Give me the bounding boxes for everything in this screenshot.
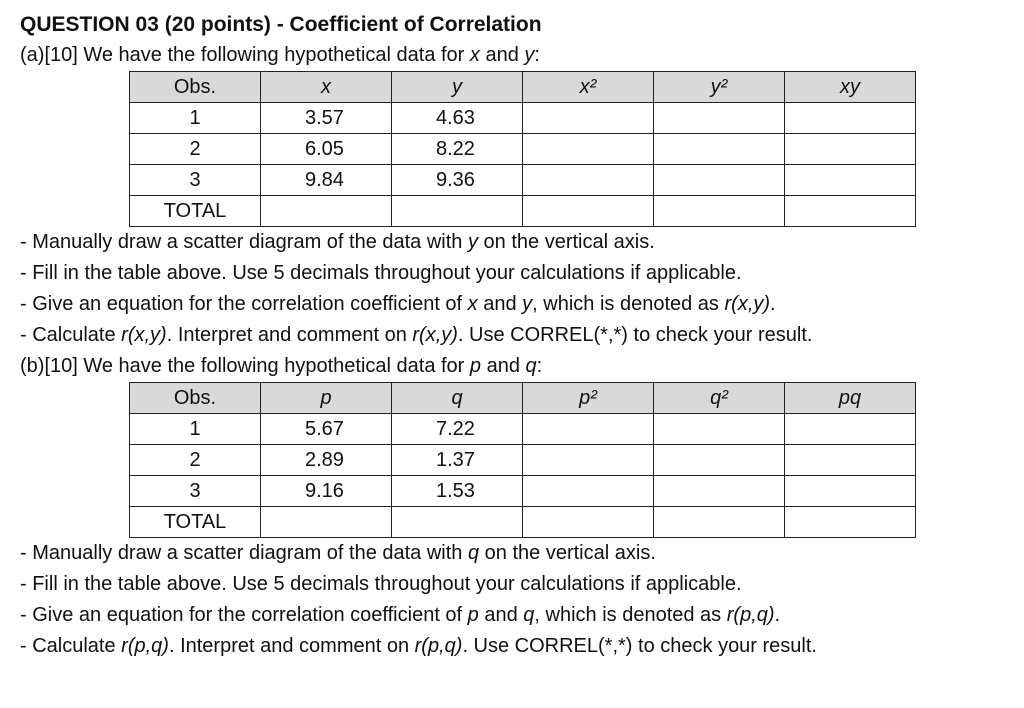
xy-cell	[785, 103, 916, 134]
pq-cell	[785, 414, 916, 445]
part-b-table	[129, 382, 916, 538]
y-squared-cell	[654, 134, 785, 165]
part-a-instruction-2: - Fill in the table above. Use 5 decimals throughout your calculations if applicable.	[20, 262, 742, 284]
obs-cell: 2	[130, 134, 261, 165]
total-cell	[392, 196, 523, 227]
total-cell	[261, 507, 392, 538]
text: .	[770, 293, 776, 315]
p-cell: 9.16	[261, 476, 392, 507]
var: r(x,y)	[724, 293, 771, 315]
p-cell: 5.67	[261, 414, 392, 445]
text: - Calculate	[20, 324, 122, 346]
header-p-squared: p²	[523, 383, 654, 414]
text: , which is denoted as	[532, 293, 725, 315]
q-squared-cell	[654, 414, 785, 445]
total-cell	[785, 196, 916, 227]
part-b-instruction-4	[20, 631, 1010, 662]
p-squared-cell	[523, 414, 654, 445]
total-cell	[392, 507, 523, 538]
x-cell: 3.57	[261, 103, 392, 134]
var: y	[468, 231, 478, 253]
var: r(x,y)	[412, 324, 458, 346]
part-b-instruction-2: - Fill in the table above. Use 5 decimals throughout your calculations if applicable.	[20, 573, 742, 595]
total-label: TOTAL	[130, 507, 261, 538]
header-obs: Obs.	[130, 383, 261, 414]
x-squared-cell	[523, 103, 654, 134]
table-row	[130, 414, 916, 445]
text: and	[477, 293, 523, 315]
var: r(p,q)	[414, 635, 463, 657]
obs-cell: 3	[130, 476, 261, 507]
y-cell: 4.63	[392, 103, 523, 134]
question-document	[20, 10, 1010, 662]
q-cell: 1.53	[392, 476, 523, 507]
text: - Give an equation for the correlation coefficient of	[20, 604, 468, 626]
total-cell	[654, 507, 785, 538]
header-x-squared: x²	[523, 72, 654, 103]
header-y-squared: y²	[654, 72, 785, 103]
total-cell	[523, 196, 654, 227]
var: r(p,q)	[726, 604, 775, 626]
q-squared-cell	[654, 445, 785, 476]
y-cell: 9.36	[392, 165, 523, 196]
part-a-intro-text: (a)[10] We have the following hypothetical data for	[20, 44, 470, 66]
p-cell: 2.89	[261, 445, 392, 476]
total-cell	[261, 196, 392, 227]
y-cell: 8.22	[392, 134, 523, 165]
header-x: x	[261, 72, 392, 103]
part-b-colon: :	[536, 355, 543, 377]
header-q-squared: q²	[654, 383, 785, 414]
p-squared-cell	[523, 445, 654, 476]
var: x	[467, 293, 478, 315]
header-obs: Obs.	[130, 72, 261, 103]
table-row	[130, 476, 916, 507]
text: . Interpret and comment on	[168, 635, 415, 657]
q-cell: 1.37	[392, 445, 523, 476]
part-b-var2: q	[525, 355, 537, 377]
part-a-instruction-1	[20, 227, 1010, 258]
q-cell: 7.22	[392, 414, 523, 445]
text: .	[774, 604, 781, 626]
part-b-instruction-3	[20, 600, 1010, 631]
part-a-var2: y	[524, 44, 535, 66]
part-a-table	[129, 71, 916, 227]
var: r(x,y)	[121, 324, 167, 346]
text: - Give an equation for the correlation coefficient of	[20, 293, 468, 315]
header-xy: xy	[785, 72, 916, 103]
header-q: q	[392, 383, 523, 414]
x-cell: 9.84	[261, 165, 392, 196]
part-a-var1: x	[469, 44, 480, 66]
question-title: QUESTION 03 (20 points) - Coefficient of Correlation	[20, 13, 542, 36]
text: . Use CORREL(*,*) to check your result.	[457, 324, 813, 346]
text: . Use CORREL(*,*) to check your result.	[462, 635, 817, 657]
text: on the vertical axis.	[479, 542, 656, 564]
text: , which is denoted as	[534, 604, 727, 626]
var: p	[467, 604, 479, 626]
part-a-header-row	[130, 72, 916, 103]
header-pq: pq	[785, 383, 916, 414]
xy-cell	[785, 165, 916, 196]
y-squared-cell	[654, 103, 785, 134]
text: - Calculate	[20, 635, 122, 657]
var: r(p,q)	[121, 635, 169, 657]
part-b-var1: p	[469, 355, 482, 377]
total-cell	[785, 507, 916, 538]
header-y: y	[392, 72, 523, 103]
text: and	[478, 604, 524, 626]
pq-cell	[785, 445, 916, 476]
y-squared-cell	[654, 165, 785, 196]
part-b-intro-text: (b)[10] We have the following hypothetical data for	[20, 355, 470, 377]
p-squared-cell	[523, 476, 654, 507]
text: . Interpret and comment on	[166, 324, 413, 346]
q-squared-cell	[654, 476, 785, 507]
obs-cell: 1	[130, 414, 261, 445]
x-squared-cell	[523, 165, 654, 196]
table-row	[130, 165, 916, 196]
total-cell	[523, 507, 654, 538]
total-cell	[654, 196, 785, 227]
pq-cell	[785, 476, 916, 507]
obs-cell: 1	[130, 103, 261, 134]
part-b-header-row	[130, 383, 916, 414]
table-row	[130, 103, 916, 134]
part-a-and: and	[479, 44, 525, 66]
text: on the vertical axis.	[478, 231, 655, 253]
part-a-colon: :	[534, 44, 540, 66]
total-row	[130, 196, 916, 227]
var: q	[468, 542, 480, 564]
x-cell: 6.05	[261, 134, 392, 165]
part-a-intro	[20, 40, 1010, 71]
var: y	[522, 293, 533, 315]
table-row	[130, 445, 916, 476]
var: q	[523, 604, 535, 626]
part-b-intro	[20, 351, 1010, 382]
xy-cell	[785, 134, 916, 165]
part-b-instruction-1	[20, 538, 1010, 569]
x-squared-cell	[523, 134, 654, 165]
obs-cell: 3	[130, 165, 261, 196]
part-a-instruction-4	[20, 320, 1010, 351]
total-row	[130, 507, 916, 538]
header-p: p	[261, 383, 392, 414]
text: - Manually draw a scatter diagram of the data with	[20, 231, 468, 253]
obs-cell: 2	[130, 445, 261, 476]
part-a-instruction-3	[20, 289, 1010, 320]
total-label: TOTAL	[130, 196, 261, 227]
table-row	[130, 134, 916, 165]
text: - Manually draw a scatter diagram of the data with	[20, 542, 468, 564]
part-b-and: and	[481, 355, 526, 377]
